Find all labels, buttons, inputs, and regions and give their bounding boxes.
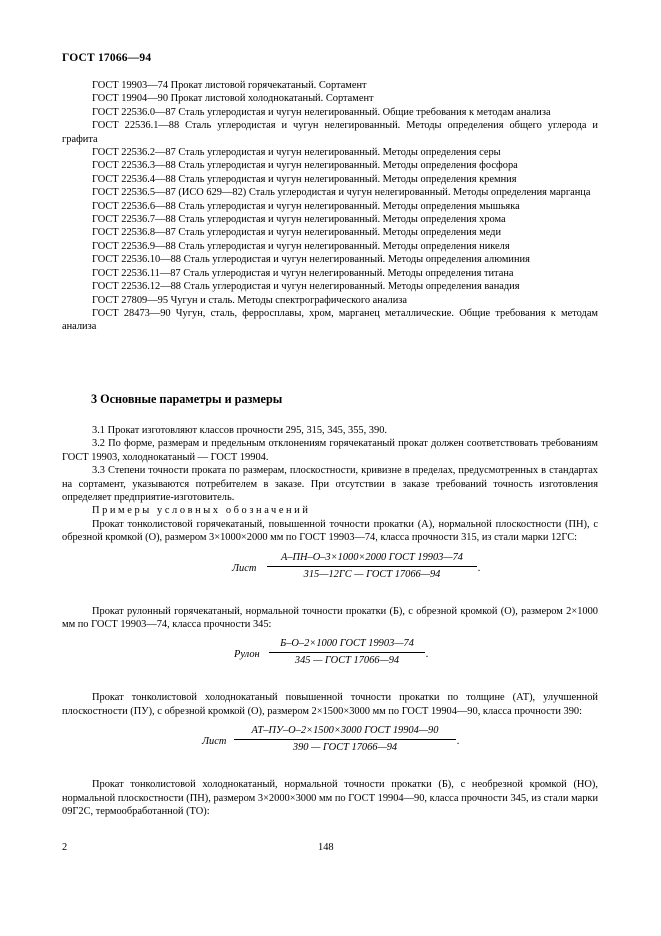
- reference-item: ГОСТ 22536.2—87 Сталь углеродистая и чугун нелегированный. Методы определения серы: [92, 147, 501, 159]
- designation-label: Лист: [202, 736, 227, 748]
- designation-period: .: [457, 736, 460, 748]
- reference-item: ГОСТ 22536.0—87 Сталь углеродистая и чугун нелегированный. Общие требования к методам анализа: [92, 106, 551, 118]
- designation-period: .: [478, 562, 481, 574]
- designation-numerator: Б–О–2×1000 ГОСТ 19903—74: [280, 638, 414, 650]
- reference-item: ГОСТ 22536.12—88 Сталь углеродистая и чугун нелегированный. Методы определения ванадия: [92, 281, 520, 293]
- example-2-designation: [62, 637, 598, 677]
- page-number-center: 148: [318, 842, 334, 853]
- document-header: ГОСТ 17066—94: [62, 52, 152, 64]
- reference-item: ГОСТ 22536.4—88 Сталь углеродистая и чугун нелегированный. Методы определения кремния: [92, 173, 517, 185]
- designation-period: .: [426, 649, 429, 661]
- clause-3-3: 3.3 Степени точности проката по размерам, плоскостности, кривизне в пределах, предусмотренных в стандартах на сортамент, указываются потребителем в заказе. При отсутствии в заказе требований точность изготовления определяет предприятие-изготовитель.: [62, 465, 598, 504]
- examples-heading-text: Примеры условных обозначений: [92, 505, 311, 517]
- normative-references: [62, 79, 598, 334]
- fraction-line: [269, 652, 425, 653]
- reference-item: ГОСТ 22536.5—87 (ИСО 629—82) Сталь углеродистая и чугун нелегированный. Методы определения марганца: [92, 187, 591, 199]
- example-2-text: Прокат рулонный горячекатаный, нормальной точности прокатки (Б), с обрезной кромкой (О), размером 2×1000 мм по ГОСТ 19903—74, класса прочности 345:: [62, 605, 598, 631]
- example-3-text: Прокат тонколистовой холоднокатаный повышенной точности прокатки по толщине (АТ), улучшенной плоскостности (ПУ), с обрезной кромкой (О), размером 2×1500×3000 мм по ГОСТ 19904—90, класса прочности 390:: [62, 692, 598, 717]
- reference-item: ГОСТ 22536.3—88 Сталь углеродистая и чугун нелегированный. Методы определения фосфора: [92, 160, 518, 172]
- reference-item: ГОСТ 22536.10—88 Сталь углеродистая и чугун нелегированный. Методы определения алюминия: [92, 254, 530, 266]
- reference-item: ГОСТ 19904—90 Прокат листовой холоднокатаный. Сортамент: [92, 93, 374, 105]
- example-4-text: Прокат тонколистовой холоднокатаный, нормальной точности прокатки (Б), с необрезной кромкой (НО), нормальной плоскостности (ПН), размером 3×2000×3000 мм по ГОСТ 19904—90, класса прочности 345, из стали марки 09Г2С, термообработанной (ТО):: [62, 779, 598, 818]
- example-1-text: Прокат тонколистовой горячекатаный, повышенной точности прокатки (А), нормальной плоскостности (ПН), с обрезной кромкой (О), размером 3×1000×2000 мм по ГОСТ 19903—74, класса прочности 315, из стали марки 12ГС:: [62, 518, 598, 544]
- clause-3-1: 3.1 Прокат изготовляют классов прочности 295, 315, 345, 355, 390.: [92, 425, 387, 436]
- page-number-left: 2: [62, 842, 68, 853]
- example-1-designation: [62, 551, 598, 591]
- section-body: [62, 424, 598, 819]
- designation-numerator: А–ПН–О–3×1000×2000 ГОСТ 19903—74: [280, 551, 463, 563]
- designation-label: Рулон: [234, 649, 260, 661]
- fraction-line: [267, 566, 477, 567]
- reference-item: ГОСТ 22536.8—87 Сталь углеродистая и чугун нелегированный. Методы определения меди: [92, 227, 502, 239]
- example-3-designation: [62, 724, 598, 764]
- reference-item: ГОСТ 22536.9—88 Сталь углеродистая и чугун нелегированный. Методы определения никеля: [92, 240, 510, 252]
- reference-item: ГОСТ 27809—95 Чугун и сталь. Методы спектрографического анализа: [92, 294, 407, 306]
- designation-denominator: 390 — ГОСТ 17066—94: [292, 742, 398, 754]
- reference-item: ГОСТ 28473—90 Чугун, сталь, ферросплавы, хром, марганец металлические. Общие требования к методам анализа: [62, 307, 598, 333]
- reference-item: ГОСТ 19903—74 Прокат листовой горячекатаный. Сортамент: [92, 80, 367, 91]
- reference-item: ГОСТ 22536.1—88 Сталь углеродистая и чугун нелегированный. Методы определения общего углерода и графита: [62, 120, 598, 145]
- designation-denominator: 345 — ГОСТ 17066—94: [294, 655, 400, 667]
- reference-item: ГОСТ 22536.11—87 Сталь углеродистая и чугун нелегированный. Методы определения титана: [92, 267, 514, 279]
- section-title: 3 Основные параметры и размеры: [91, 392, 283, 406]
- reference-item: ГОСТ 22536.6—88 Сталь углеродистая и чугун нелегированный. Методы определения мышьяка: [92, 200, 520, 212]
- clause-3-2: 3.2 По форме, размерам и предельным отклонениям горячекатаный прокат должен соответствовать требованиям ГОСТ 19903, холоднокатаный — ГОСТ 19904.: [62, 438, 598, 463]
- designation-label: Лист: [232, 562, 257, 574]
- designation-denominator: 315—12ГС — ГОСТ 17066—94: [303, 568, 441, 580]
- fraction-line: [234, 739, 456, 740]
- reference-item: ГОСТ 22536.7—88 Сталь углеродистая и чугун нелегированный. Методы определения хрома: [92, 214, 506, 226]
- designation-numerator: АТ–ПУ–О–2×1500×3000 ГОСТ 19904—90: [251, 725, 439, 737]
- examples-heading: [62, 504, 598, 517]
